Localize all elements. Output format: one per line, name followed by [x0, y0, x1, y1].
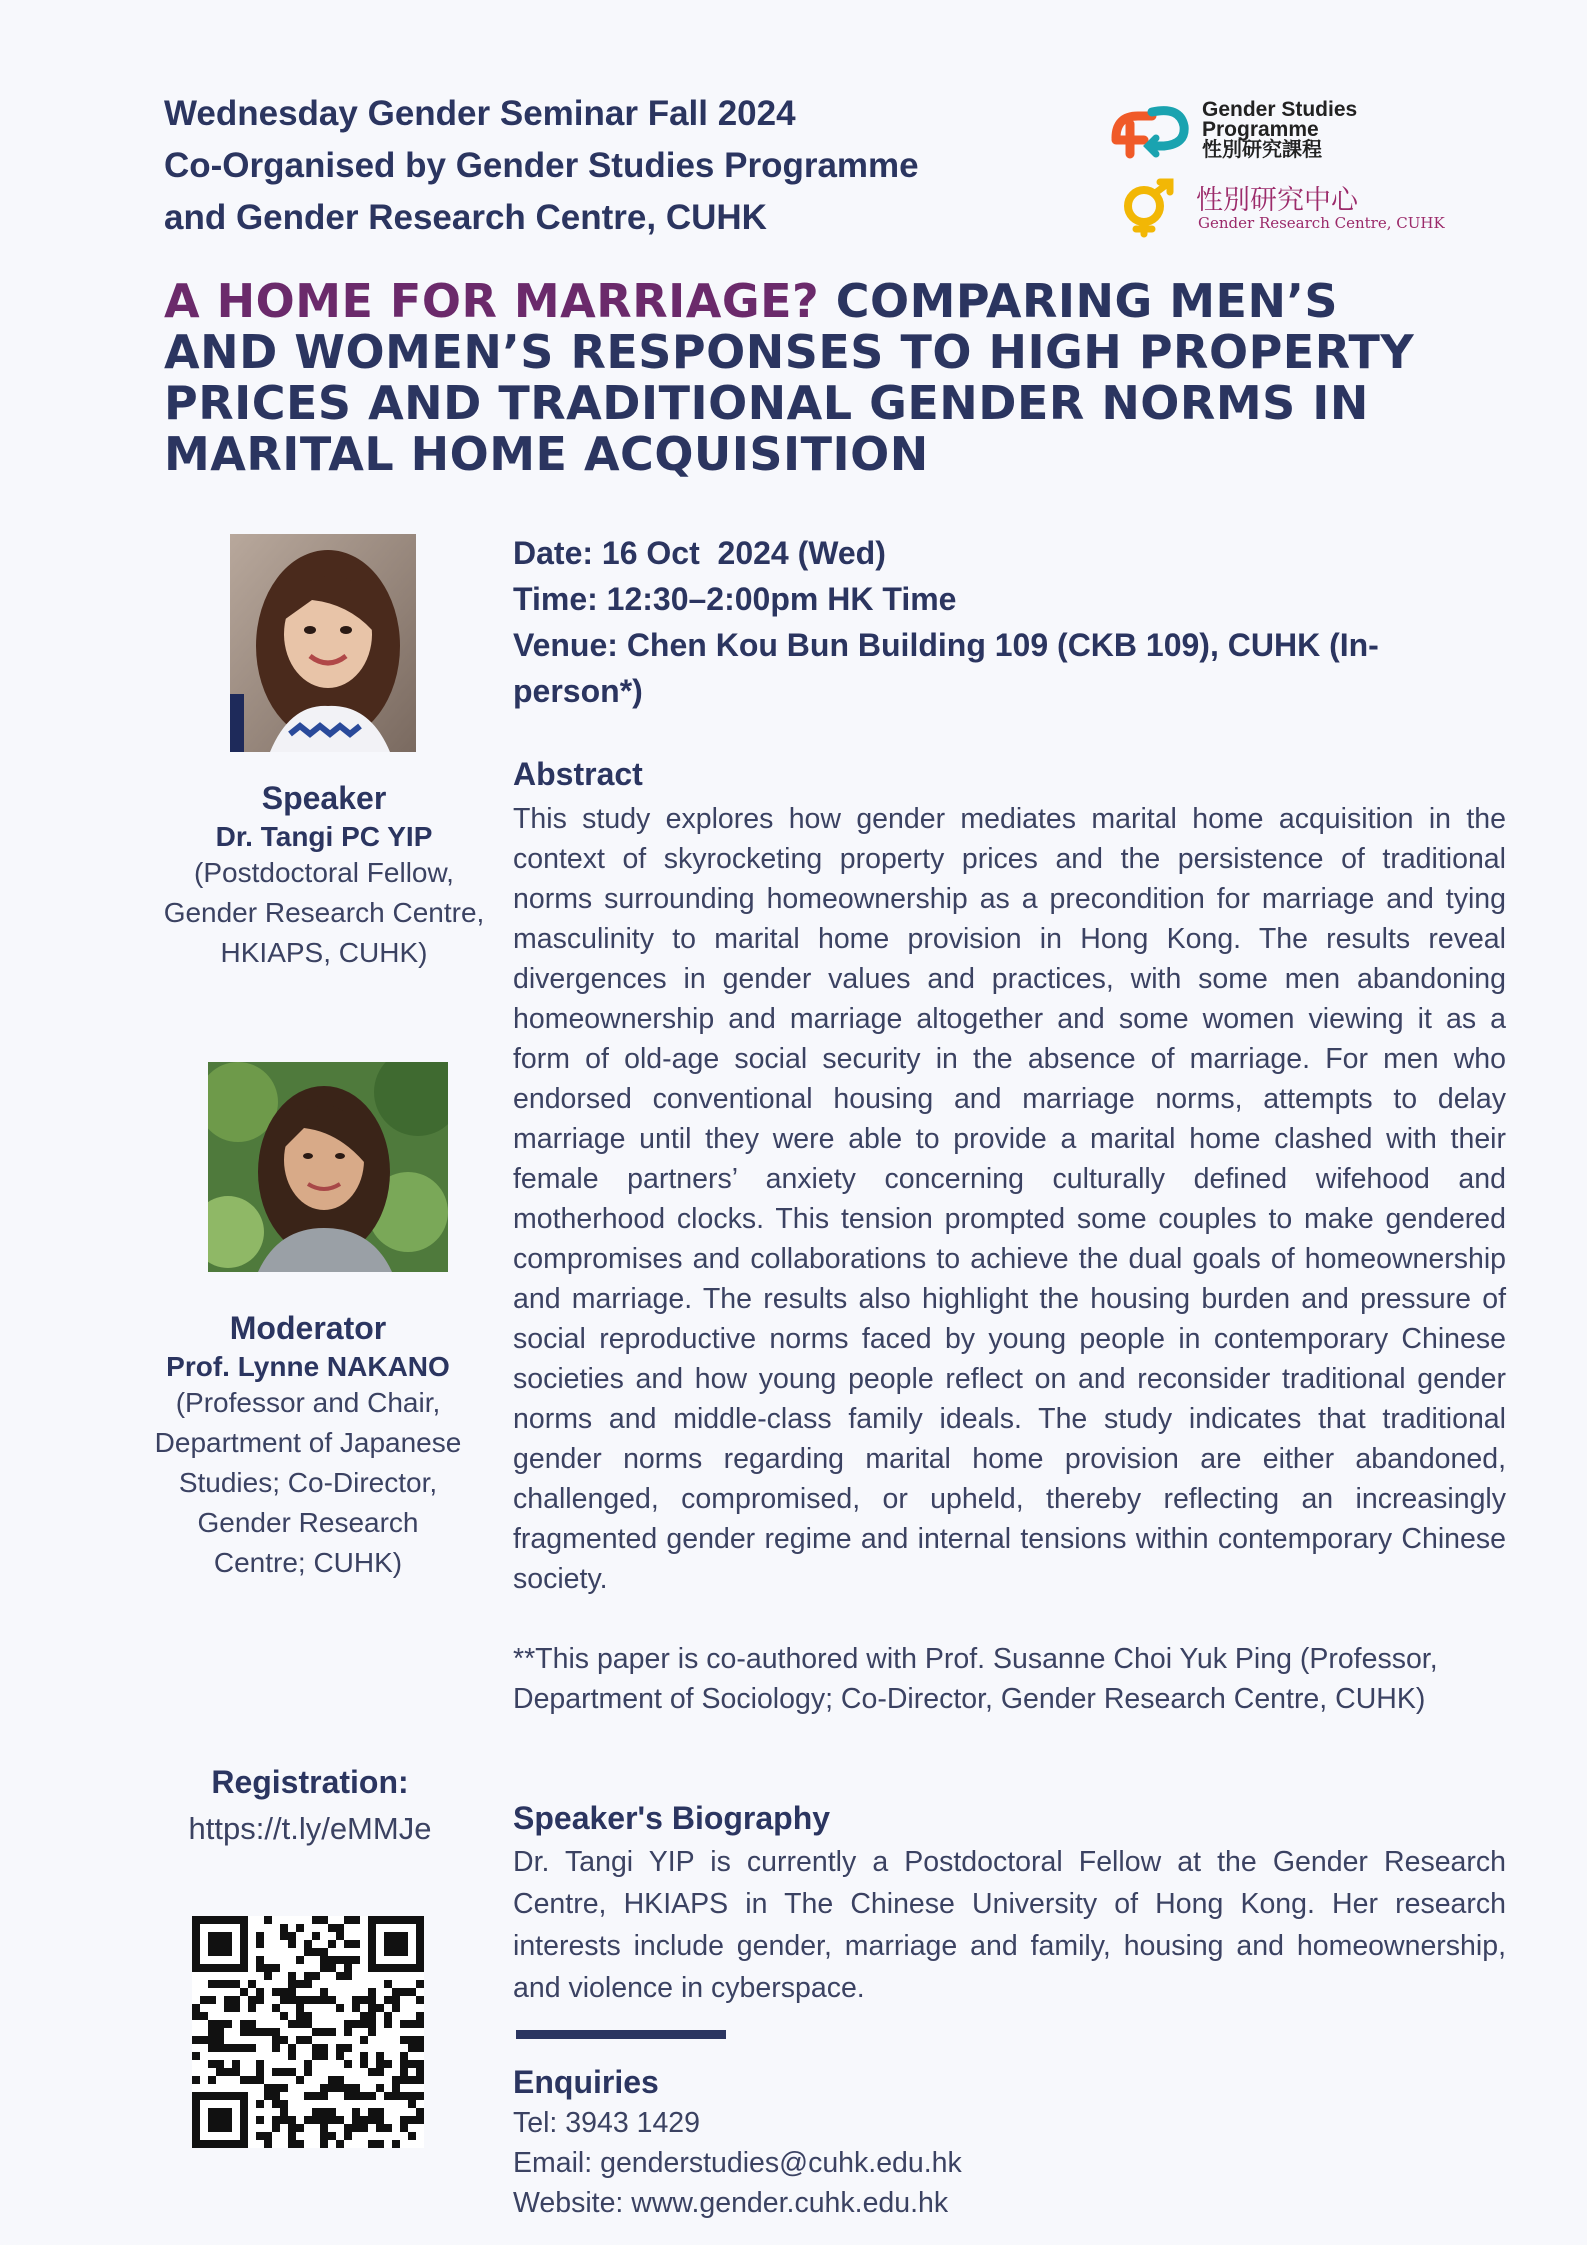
moderator-affiliation-line-5: Centre; CUHK) [213, 1547, 403, 1578]
enquiries-tel: Tel: 3943 1429 [513, 2107, 700, 2139]
event-details [513, 530, 1463, 714]
gsp-name-line-2: Programme [1202, 118, 1319, 141]
grc-emblem-icon [1120, 176, 1180, 238]
moderator-name: Prof. Lynne NAKANO [166, 1351, 450, 1382]
moderator-photo [208, 1062, 448, 1272]
header-line-2: Co-Organised by Gender Studies Programme [164, 146, 919, 185]
speaker-photo [230, 534, 416, 752]
abstract-heading: Abstract [513, 756, 643, 792]
registration-link[interactable]: https://t.ly/eMMJe [188, 1811, 432, 1846]
biography-text: Dr. Tangi YIP is currently a Postdoctoral Fellow at the Gender Research Centre, HKIAPS in The Chinese University of Hong Kong. Her research interests include gender, marriage and family, housing and homeownership, and violence in cyberspace. [513, 1846, 1506, 2004]
abstract-coauthor-note: **This paper is co-authored with Prof. Susanne Choi Yuk Ping (Professor, Department of Sociology; Co-Director, Gender Research Centre, CUHK) [513, 1643, 1438, 1715]
speaker-affiliation-line-2: Gender Research Centre, [163, 897, 485, 928]
biography-heading: Speaker's Biography [513, 1800, 831, 1836]
seminar-title [164, 276, 1464, 480]
gsp-emblem-icon [1108, 100, 1198, 166]
title-line-2: AND WOMEN’S RESPONSES TO HIGH PROPERTY [164, 325, 1415, 379]
gender-research-centre-logo [1120, 176, 1445, 240]
moderator-affiliation-line-4: Gender Research [197, 1507, 419, 1538]
grc-chinese-name: 性別研究中心 [1196, 185, 1358, 216]
title-line-4: MARITAL HOME ACQUISITION [164, 427, 929, 481]
registration-heading: Registration: [211, 1764, 409, 1800]
moderator-heading: Moderator [229, 1310, 387, 1346]
moderator-affiliation-line-3: Studies; Co-Director, [178, 1467, 438, 1498]
speaker-affiliation-line-1: (Postdoctoral Fellow, [194, 857, 454, 888]
title-line-1: COMPARING MEN’S [819, 274, 1339, 328]
enquiries-section [513, 2064, 1506, 2223]
event-venue-line-1: Venue: Chen Kou Bun Building 109 (CKB 109), CUHK (In- [513, 627, 1379, 663]
event-venue-line-2: person*) [513, 673, 643, 709]
qr-code[interactable] [192, 1916, 424, 2148]
title-line-3: PRICES AND TRADITIONAL GENDER NORMS IN [164, 376, 1369, 430]
seminar-header [164, 88, 1024, 244]
enquiries-heading: Enquiries [513, 2064, 659, 2100]
registration [140, 1764, 480, 1849]
abstract-section [513, 756, 1506, 1719]
section-divider [516, 2030, 726, 2039]
event-time: Time: 12:30–2:00pm HK Time [513, 581, 957, 617]
speaker-heading: Speaker [261, 780, 387, 816]
moderator-affiliation-line-1: (Professor and Chair, [175, 1387, 441, 1418]
moderator-info [128, 1310, 488, 1583]
enquiries-website[interactable]: Website: www.gender.cuhk.edu.hk [513, 2187, 949, 2219]
header-line-3: and Gender Research Centre, CUHK [164, 198, 767, 237]
biography-section [513, 1800, 1506, 2009]
gender-studies-programme-logo [1108, 96, 1408, 168]
header-line-1: Wednesday Gender Seminar Fall 2024 [164, 94, 796, 133]
gsp-chinese-name: 性別研究課程 [1202, 139, 1322, 161]
gsp-name-line-1: Gender Studies [1202, 98, 1358, 121]
speaker-affiliation-line-3: HKIAPS, CUHK) [220, 937, 428, 968]
event-date: Date: 16 Oct 2024 (Wed) [513, 535, 886, 571]
speaker-name: Dr. Tangi PC YIP [215, 821, 433, 852]
enquiries-email[interactable]: Email: genderstudies@cuhk.edu.hk [513, 2147, 962, 2179]
grc-english-name: Gender Research Centre, CUHK [1198, 214, 1445, 232]
speaker-info [134, 780, 514, 973]
title-accent: A HOME FOR MARRIAGE? [164, 274, 820, 328]
moderator-affiliation-line-2: Department of Japanese [154, 1427, 462, 1458]
abstract-text: This study explores how gender mediates marital home acquisition in the context of skyrocketing property prices and the persistence of traditional norms surrounding homeownership as a precondition for marriage and tying masculinity to marital home provision in Hong Kong. The results reveal divergences in gender values and practices, with some men abandoning homeownership and marriage altogether and some women viewing it as a form of old-age social security in the absence of marriage. For men who endorsed conventional housing and marriage norms, attempts to delay marriage until they were able to provide a marital home clashed with their female partners’ anxiety concerning culturally defined wifehood and motherhood clocks. This tension prompted some couples to make gendered compromises and collaborations to achieve the dual goals of homeownership and marriage. The results also highlight the housing burden and pressure of social reproductive norms faced by young people in contemporary Chinese societies and how young people reflect on and reconsider traditional gender norms and middle-class family ideals. The study indicates that traditional gender norms regarding marital home provision are either abandoned, challenged, compromised, or upheld, thereby reflecting an increasingly fragmented gender regime and internal tensions within contemporary Chinese society. [513, 803, 1506, 1595]
